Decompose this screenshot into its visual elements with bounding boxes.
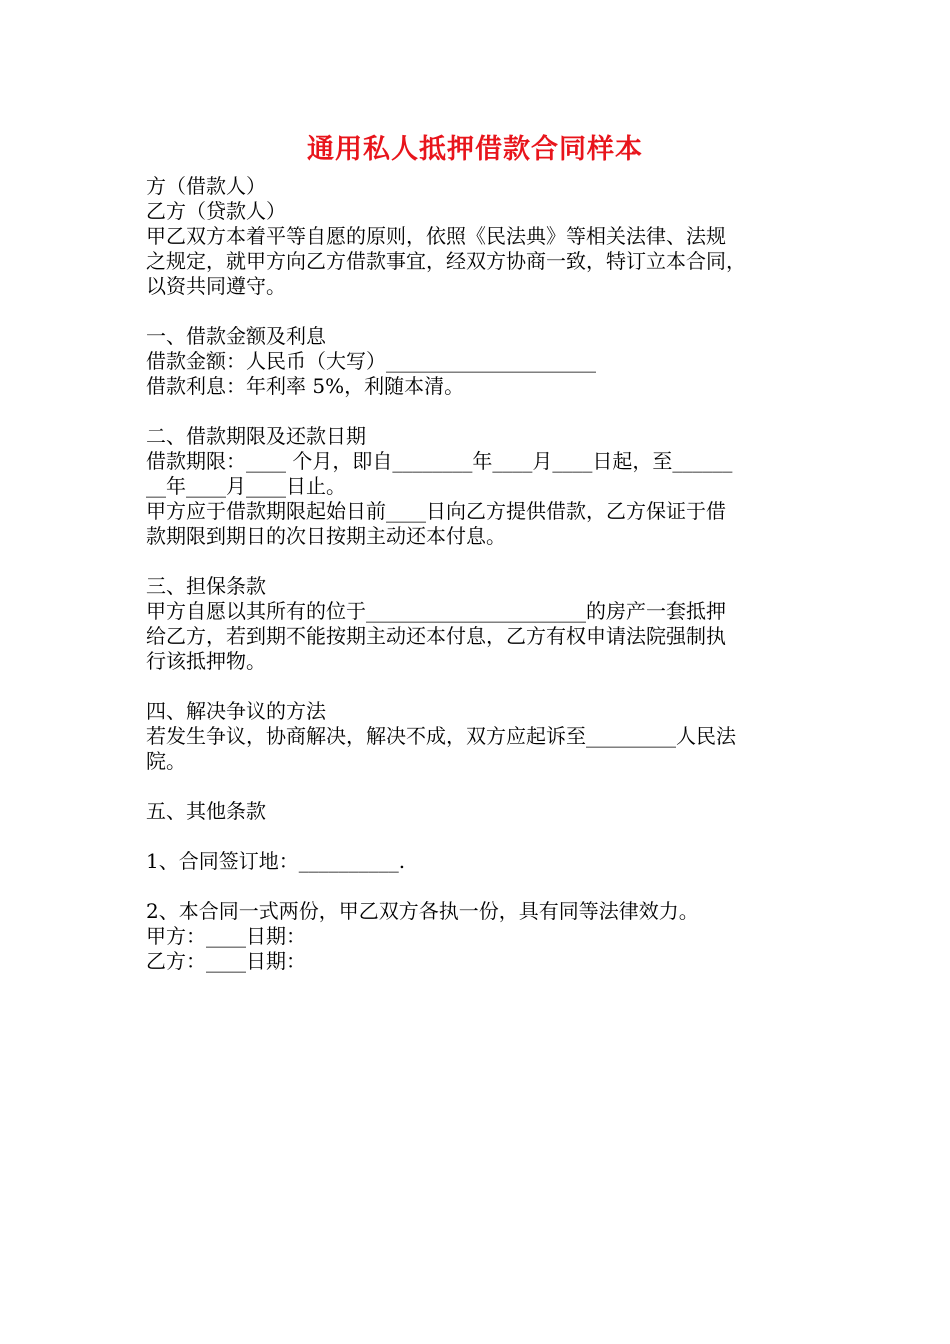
preamble-line: 以资共同遵守。 [146, 274, 286, 298]
party-b-label: 乙方（贷款人） [146, 199, 286, 223]
document-title: 通用私人抵押借款合同样本 [307, 134, 643, 165]
party-a-label: 方（借款人） [146, 174, 266, 198]
section-heading-4: 四、解决争议的方法 [146, 699, 326, 723]
repayment-line: 款期限到期日的次日按期主动还本付息。 [146, 524, 506, 548]
loan-term-line: __年____月____日止。 [146, 474, 346, 498]
signing-place-line: 1、合同签订地：__________. [146, 849, 406, 873]
preamble-line: 之规定，就甲方向乙方借款事宜，经双方协商一致，特订立本合同， [146, 249, 746, 273]
section-heading-5: 五、其他条款 [146, 799, 266, 823]
section-heading-3: 三、担保条款 [146, 574, 266, 598]
guarantee-line: 甲方自愿以其所有的位于______________________的房产一套抵押 [146, 599, 726, 623]
dispute-line: 院。 [146, 749, 186, 773]
section-heading-2: 二、借款期限及还款日期 [146, 424, 366, 448]
paragraph-gap [146, 824, 826, 849]
paragraph-gap [146, 399, 826, 424]
party-b-signature-line: 乙方：____日期： [146, 949, 306, 973]
guarantee-line: 行该抵押物。 [146, 649, 266, 673]
document-body [146, 174, 826, 974]
copies-clause-line: 2、本合同一式两份，甲乙双方各执一份，具有同等法律效力。 [146, 899, 699, 923]
loan-amount-line: 借款金额：人民币（大写）_____________________ [146, 349, 596, 373]
paragraph-gap [146, 299, 826, 324]
preamble-line: 甲乙双方本着平等自愿的原则，依照《民法典》等相关法律、法规 [146, 224, 726, 248]
paragraph-gap [146, 874, 826, 899]
paragraph-gap [146, 674, 826, 699]
party-a-signature-line: 甲方：____日期： [146, 924, 306, 948]
loan-term-line: 借款期限：____ 个月，即自________年____月____日起，至______ [146, 449, 733, 473]
dispute-line: 若发生争议，协商解决，解决不成，双方应起诉至_________人民法 [146, 724, 736, 748]
paragraph-gap [146, 549, 826, 574]
loan-interest-line: 借款利息：年利率 5%，利随本清。 [146, 374, 465, 398]
repayment-line: 甲方应于借款期限起始日前____日向乙方提供借款，乙方保证于借 [146, 499, 726, 523]
guarantee-line: 给乙方，若到期不能按期主动还本付息，乙方有权申请法院强制执 [146, 624, 726, 648]
paragraph-gap [146, 774, 826, 799]
section-heading-1: 一、借款金额及利息 [146, 324, 326, 348]
